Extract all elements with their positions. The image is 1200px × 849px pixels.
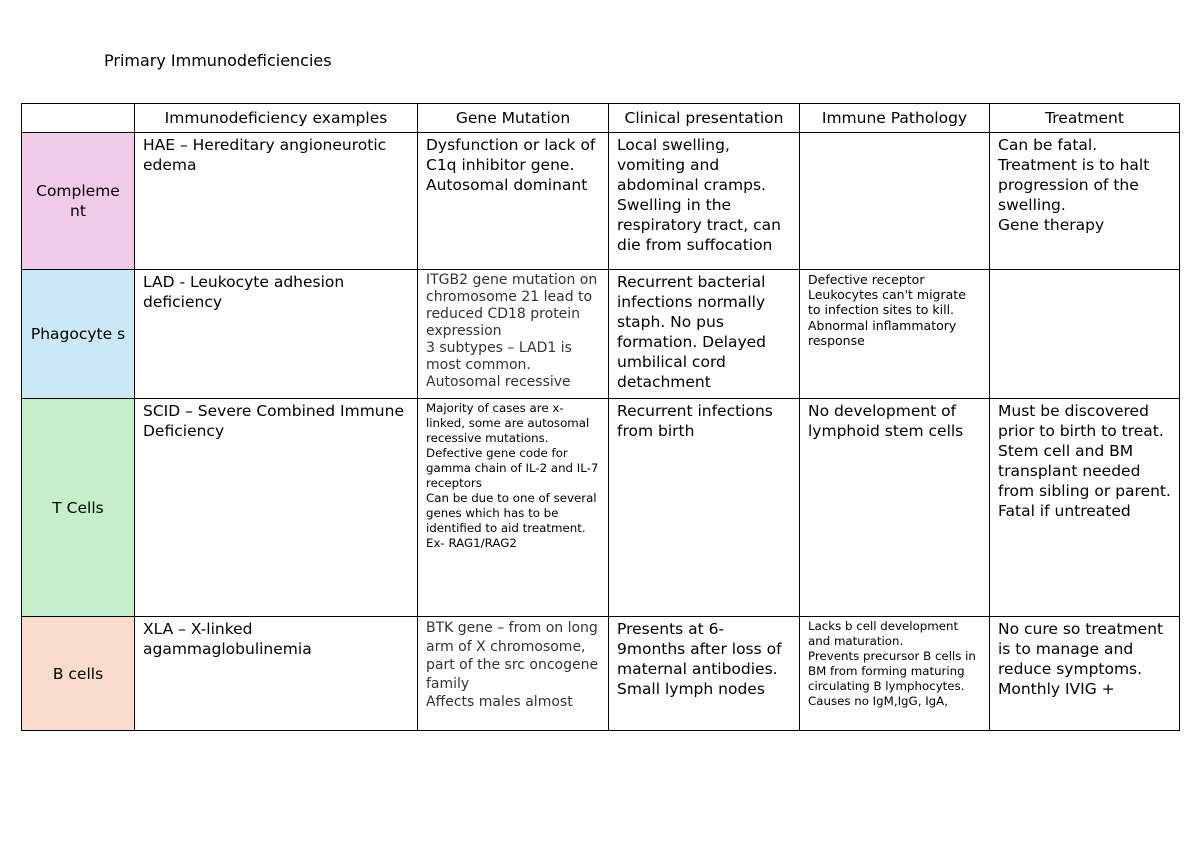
header-examples: Immunodeficiency examples [135, 104, 418, 133]
treatment-cell [990, 399, 1180, 617]
pathology-text: Lacks b cell development and maturation. [808, 619, 959, 648]
clinical-text: Recurrent bacterial infections normally staph. No pus formation. Delayed umbilical cord detachment [617, 273, 767, 391]
example-cell: HAE – Hereditary angioneurotic edema [135, 133, 418, 270]
immune-pathology-cell [800, 270, 990, 399]
clinical-text: Local swelling, vomiting and abdominal cramps. Swelling in the respiratory tract, can die from suffocation [617, 136, 781, 254]
clinical-presentation-cell [609, 399, 800, 617]
treatment-text: Gene therapy [998, 216, 1105, 234]
clinical-presentation-cell [609, 270, 800, 399]
gene-mutation-cell [418, 617, 609, 731]
gene-mutation-text: Defective gene code for gamma chain of IL-2 and IL-7 receptors [426, 446, 599, 490]
pathology-text: Leukocytes can't migrate to infection sites to kill. [808, 287, 966, 318]
clinical-text: Presents at 6-9months after loss of maternal antibodies. [617, 620, 782, 678]
pathology-text: Causes no IgM,IgG, IgA, [808, 694, 948, 708]
gene-mutation-cell [418, 133, 609, 270]
header-clinical-presentation: Clinical presentation [609, 104, 800, 133]
table-row-phagocytes [22, 270, 1180, 399]
immunodeficiency-table [21, 103, 1180, 731]
treatment-text: Fatal if untreated [998, 502, 1131, 520]
gene-mutation-text: BTK gene – from on long arm of X chromosome, part of the src oncogene family [426, 620, 599, 692]
gene-mutation-text: Ex- RAG1/RAG2 [426, 536, 517, 550]
clinical-text: Recurrent infections from birth [617, 402, 773, 440]
category-t-cells: T Cells [22, 399, 135, 617]
treatment-text: Treatment is to halt progression of the swelling. [998, 156, 1150, 214]
pathology-text: Defective receptor [808, 272, 925, 287]
header-immune-pathology: Immune Pathology [800, 104, 990, 133]
header-gene-mutation: Gene Mutation [418, 104, 609, 133]
example-cell: SCID – Severe Combined Immune Deficiency [135, 399, 418, 617]
clinical-presentation-cell [609, 617, 800, 731]
gene-mutation-text: ITGB2 gene mutation on chromosome 21 lead to reduced CD18 protein expression [426, 272, 598, 339]
gene-mutation-text: Majority of cases are x-linked, some are autosomal recessive mutations. [426, 401, 590, 445]
clinical-presentation-cell [609, 133, 800, 270]
clinical-text: Small lymph nodes [617, 680, 765, 698]
gene-mutation-text: Affects males almost [426, 694, 573, 710]
treatment-text: Must be discovered prior to birth to treat. Stem cell and BM transplant needed from sibling or parent. [998, 402, 1171, 500]
pathology-text: No development of lymphoid stem cells [808, 402, 964, 440]
example-cell: XLA – X-linked agammaglobulinemia [135, 617, 418, 731]
gene-mutation-text: Dysfunction or lack of C1q inhibitor gene. Autosomal dominant [426, 136, 596, 194]
treatment-cell [990, 617, 1180, 731]
immune-pathology-cell [800, 133, 990, 270]
category-complement: Compleme nt [22, 133, 135, 270]
treatment-text: No cure so treatment is to manage and reduce symptoms. [998, 620, 1164, 678]
treatment-cell [990, 133, 1180, 270]
header-cell-blank [22, 104, 135, 133]
category-phagocytes: Phagocyte s [22, 270, 135, 399]
gene-mutation-cell [418, 270, 609, 399]
gene-mutation-text: 3 subtypes – LAD1 is most common. [426, 340, 572, 373]
header-treatment: Treatment [990, 104, 1180, 133]
pathology-text: Abnormal inflammatory response [808, 317, 957, 348]
table-row-complement [22, 133, 1180, 270]
gene-mutation-text: Autosomal recessive [426, 374, 571, 390]
immune-pathology-cell [800, 617, 990, 731]
gene-mutation-text: Can be due to one of several genes which has to be identified to aid treatment. [426, 491, 597, 535]
treatment-cell [990, 270, 1180, 399]
document-title: Primary Immunodeficiencies [104, 51, 332, 70]
header-row [22, 104, 1180, 133]
immune-pathology-cell [800, 399, 990, 617]
category-b-cells: B cells [22, 617, 135, 731]
table-row-b-cells [22, 617, 1180, 731]
gene-mutation-cell [418, 399, 609, 617]
example-cell: LAD - Leukocyte adhesion deficiency [135, 270, 418, 399]
table-row-t-cells [22, 399, 1180, 617]
treatment-text: Can be fatal. [998, 136, 1098, 154]
treatment-text: Monthly IVIG + [998, 680, 1115, 698]
pathology-text: Prevents precursor B cells in BM from forming maturing circulating B lymphocytes. [808, 649, 976, 693]
